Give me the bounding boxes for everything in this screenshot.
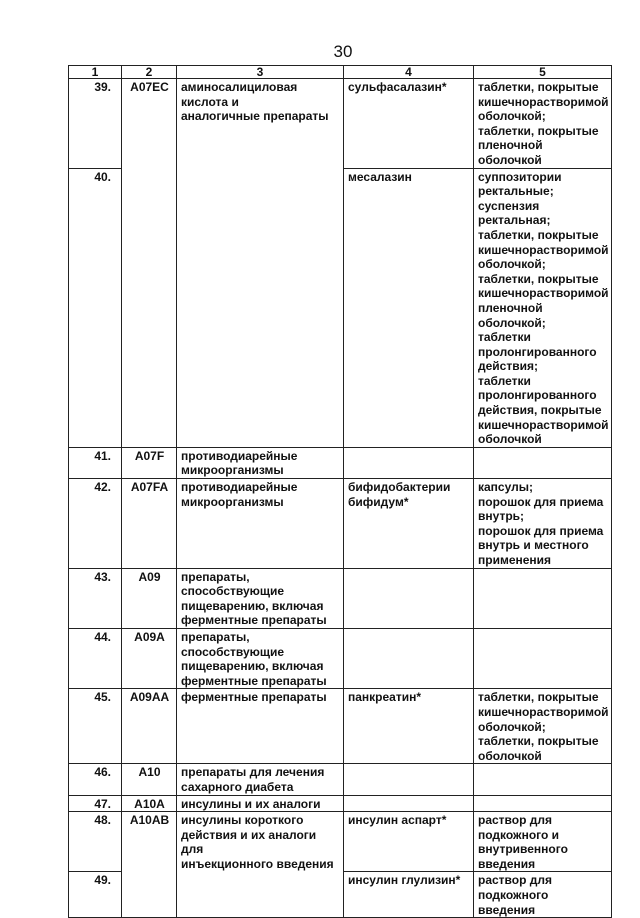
row-number: 46.	[69, 764, 122, 795]
row-number: 44.	[69, 628, 122, 688]
atc-code: A09AA	[122, 689, 177, 764]
row-number: 41.	[69, 447, 122, 478]
table-row	[69, 447, 612, 478]
row-number: 42.	[69, 479, 122, 569]
atc-code: A09	[122, 568, 177, 628]
dosage-form: таблетки, покрытые кишечнорастворимой оболочкой; таблетки, покрытые пленочной оболочкой	[474, 79, 612, 169]
table-row	[69, 795, 612, 812]
table-row	[69, 764, 612, 795]
atc-code: A10A	[122, 795, 177, 812]
drug-name	[344, 764, 474, 795]
atc-code: A07F	[122, 447, 177, 478]
drug-name: бифидобактерии бифидум*	[344, 479, 474, 569]
column-number: 5	[474, 66, 612, 79]
column-number: 3	[177, 66, 344, 79]
dosage-form	[474, 795, 612, 812]
drug-name: панкреатин*	[344, 689, 474, 764]
dosage-form	[474, 568, 612, 628]
column-number: 4	[344, 66, 474, 79]
drug-table	[68, 65, 612, 918]
table-row	[69, 479, 612, 569]
drug-name	[344, 447, 474, 478]
table-row	[69, 812, 612, 872]
row-number: 45.	[69, 689, 122, 764]
drug-name: сульфасалазин*	[344, 79, 474, 169]
column-number: 2	[122, 66, 177, 79]
table-row	[69, 568, 612, 628]
dosage-form	[474, 447, 612, 478]
group-name: препараты, способствующие пищеварению, включая ферментные препараты	[177, 568, 344, 628]
atc-code: A10AB	[122, 812, 177, 918]
table-row	[69, 689, 612, 764]
group-name: препараты для лечения сахарного диабета	[177, 764, 344, 795]
group-name: аминосалициловая кислота и аналогичные препараты	[177, 79, 344, 448]
drug-name: месалазин	[344, 168, 474, 447]
dosage-form	[474, 628, 612, 688]
drug-name: инсулин аспарт*	[344, 812, 474, 872]
atc-code: A10	[122, 764, 177, 795]
drug-name	[344, 568, 474, 628]
atc-code: A07FA	[122, 479, 177, 569]
dosage-form: суппозитории ректальные; суспензия ректальная; таблетки, покрытые кишечнорастворимой оболочкой; таблетки, покрытые кишечнорастворимой пленочной оболочкой; таблетки пролонгированного действия; таблетки пролонгированного действия, покрытые кишечнорастворимой оболочкой	[474, 168, 612, 447]
row-number: 48.	[69, 812, 122, 872]
group-name: ферментные препараты	[177, 689, 344, 764]
page-number: 30	[333, 42, 353, 61]
drug-name	[344, 628, 474, 688]
group-name: противодиарейные микроорганизмы	[177, 447, 344, 478]
table-row	[69, 79, 612, 169]
dosage-form: капсулы; порошок для приема внутрь; порошок для приема внутрь и местного применения	[474, 479, 612, 569]
dosage-form	[474, 764, 612, 795]
column-number-row	[69, 66, 612, 79]
drug-name: инсулин глулизин*	[344, 872, 474, 918]
atc-code: A09A	[122, 628, 177, 688]
dosage-form: таблетки, покрытые кишечнорастворимой оболочкой; таблетки, покрытые оболочкой	[474, 689, 612, 764]
atc-code: A07EC	[122, 79, 177, 448]
row-number: 49.	[69, 872, 122, 918]
dosage-form: раствор для подкожного и внутривенного введения	[474, 812, 612, 872]
row-number: 47.	[69, 795, 122, 812]
dosage-form: раствор для подкожного введения	[474, 872, 612, 918]
row-number: 43.	[69, 568, 122, 628]
group-name: противодиарейные микроорганизмы	[177, 479, 344, 569]
drug-name	[344, 795, 474, 812]
table-row	[69, 628, 612, 688]
column-number: 1	[69, 66, 122, 79]
group-name: препараты, способствующие пищеварению, включая ферментные препараты	[177, 628, 344, 688]
group-name: инсулины и их аналоги	[177, 795, 344, 812]
row-number: 40.	[69, 168, 122, 447]
row-number: 39.	[69, 79, 122, 169]
group-name: инсулины короткого действия и их аналоги для инъекционного введения	[177, 812, 344, 918]
